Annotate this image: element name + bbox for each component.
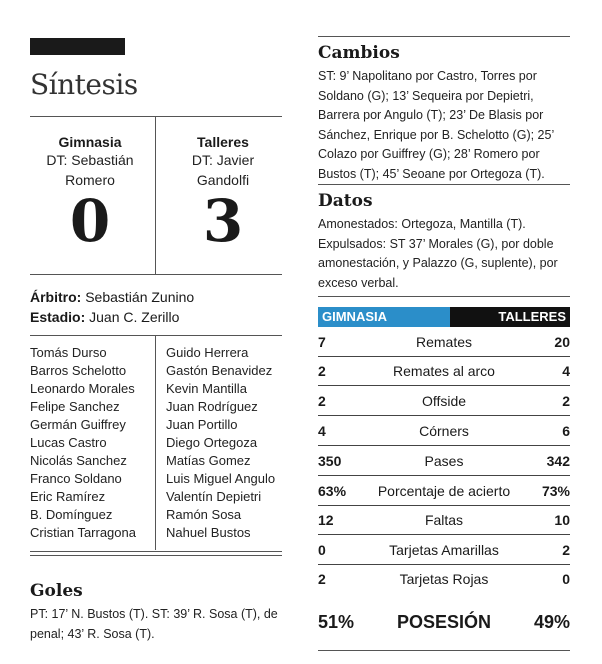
stat-away-value: 342 (546, 452, 570, 469)
stat-away-value: 73% (541, 482, 570, 499)
list-item: Cristian Tarragona (30, 525, 136, 540)
stat-away-value: 4 (562, 362, 570, 379)
list-item: Kevin Mantilla (166, 381, 247, 396)
table-row (318, 476, 570, 506)
away-score: 3 (202, 187, 244, 255)
cambios-text: ST: 9’ Napolitano por Castro, Torres por Soldano (G); 13’ Sequeira por Depietri, Barrera por Angulo (T); 23’ De Blasis por Sánchez, Enrique por B. Schelotto (G); 25’ Colazo por Guiffrey (G); 28’ Romero por Bustos (T); 45’ Seoane por Ortegoza (T). (318, 69, 554, 181)
stat-label: Porcentaje de acierto (377, 482, 511, 499)
stadium-line (30, 309, 179, 325)
referee-line (30, 289, 194, 305)
cambios-title: Cambios (318, 43, 400, 63)
table-row (318, 446, 570, 476)
page-title: Síntesis (30, 68, 138, 101)
list-item: Eric Ramírez (30, 489, 106, 504)
table-row (318, 327, 570, 357)
away-team-coach: DT: Javier (191, 152, 255, 168)
stat-away-value: 2 (562, 541, 570, 558)
possession-label: POSESIÓN (396, 612, 492, 632)
table-row (318, 505, 570, 535)
possession-home: 51% (318, 612, 355, 632)
possession-away: 49% (533, 612, 570, 632)
stat-label: Remates (415, 333, 473, 350)
stat-label: Offside (421, 392, 467, 409)
stat-away-value: 0 (562, 571, 570, 587)
list-item: B. Domínguez (30, 507, 113, 522)
stat-home-value: 2 (318, 571, 326, 587)
stat-home-value: 2 (318, 392, 326, 409)
list-item: Matías Gomez (166, 453, 251, 468)
home-team-block (28, 134, 152, 255)
stat-label: Tarjetas Amarillas (389, 541, 499, 558)
possession-row (318, 612, 570, 633)
divider (30, 551, 282, 552)
home-team-coach: DT: Sebastián (46, 152, 134, 168)
list-item: Franco Soldano (30, 471, 122, 486)
list-item: Guido Herrera (166, 345, 249, 360)
list-item: Barros Schelotto (30, 363, 127, 378)
divider (30, 116, 282, 117)
list-item: Tomás Durso (30, 345, 107, 360)
stat-home-value: 63% (318, 482, 347, 499)
team-divider (155, 117, 156, 274)
stat-label: Faltas (424, 511, 464, 528)
table-row (318, 564, 570, 594)
table-row (318, 386, 570, 416)
list-item: Juan Portillo (166, 417, 238, 432)
list-item: Felipe Sanchez (30, 399, 120, 414)
table-row (318, 416, 570, 446)
stat-away-value: 2 (562, 392, 570, 409)
stats-home-label: GIMNASIA (318, 307, 450, 327)
home-team-name: Gimnasia (58, 134, 122, 150)
divider (30, 274, 282, 275)
stadium-label: Estadio: (30, 309, 86, 325)
divider (318, 36, 570, 37)
stat-home-value: 12 (318, 511, 334, 528)
stat-label: Tarjetas Rojas (399, 571, 489, 587)
list-item: Nicolás Sanchez (30, 453, 127, 468)
away-team-coach-name: Gandolfi (196, 172, 250, 188)
list-item: Luis Miguel Angulo (166, 471, 276, 486)
home-team-coach-name: Romero (65, 172, 115, 188)
list-item: Nahuel Bustos (166, 525, 251, 540)
stats-away-label: TALLERES (450, 307, 570, 327)
goles-title: Goles (30, 581, 83, 601)
stat-label: Córners (419, 422, 469, 439)
referee-name: Sebastián Zunino (85, 289, 195, 305)
datos-title: Datos (318, 191, 373, 211)
list-item: Leonardo Morales (30, 381, 135, 396)
divider (30, 555, 282, 556)
list-item: Valentín Depietri (166, 489, 262, 504)
datos-text: Amonestados: Ortegoza, Mantilla (T). Expulsados: ST 37’ Morales (G), por doble amonestación, y Palazzo (G, suplente), por exceso verbal. (318, 217, 558, 290)
table-row (318, 535, 570, 565)
divider (318, 650, 570, 651)
divider (318, 184, 570, 185)
table-row (318, 356, 570, 386)
away-lineup (166, 344, 275, 542)
away-team-block (161, 134, 285, 255)
list-item: Gastón Benavidez (166, 363, 273, 378)
away-team-name: Talleres (197, 134, 249, 150)
stat-home-value: 350 (318, 452, 342, 469)
stat-home-value: 0 (318, 541, 326, 558)
lineup-divider (155, 336, 156, 550)
divider (30, 335, 282, 336)
header-bar (30, 38, 125, 55)
divider (318, 296, 570, 297)
stat-home-value: 7 (318, 333, 326, 350)
stat-away-value: 6 (562, 422, 570, 439)
goles-text: PT: 17’ N. Bustos (T). ST: 39’ R. Sosa (T), de penal; 43’ R. Sosa (T). (30, 607, 278, 641)
stat-away-value: 10 (554, 511, 570, 528)
home-score: 0 (69, 187, 111, 255)
list-item: Ramón Sosa (166, 507, 242, 522)
stats-header (318, 307, 570, 327)
referee-label: Árbitro: (30, 289, 82, 305)
stat-label: Pases (424, 452, 464, 469)
stat-home-value: 2 (318, 362, 326, 379)
list-item: Juan Rodríguez (166, 399, 258, 414)
stat-home-value: 4 (318, 422, 326, 439)
stat-away-value: 20 (554, 333, 570, 350)
list-item: Germán Guiffrey (30, 417, 126, 432)
stadium-name: Juan C. Zerillo (89, 309, 180, 325)
list-item: Diego Ortegoza (166, 435, 258, 450)
list-item: Lucas Castro (30, 435, 107, 450)
stat-label: Remates al arco (393, 362, 495, 379)
home-lineup (30, 344, 136, 542)
